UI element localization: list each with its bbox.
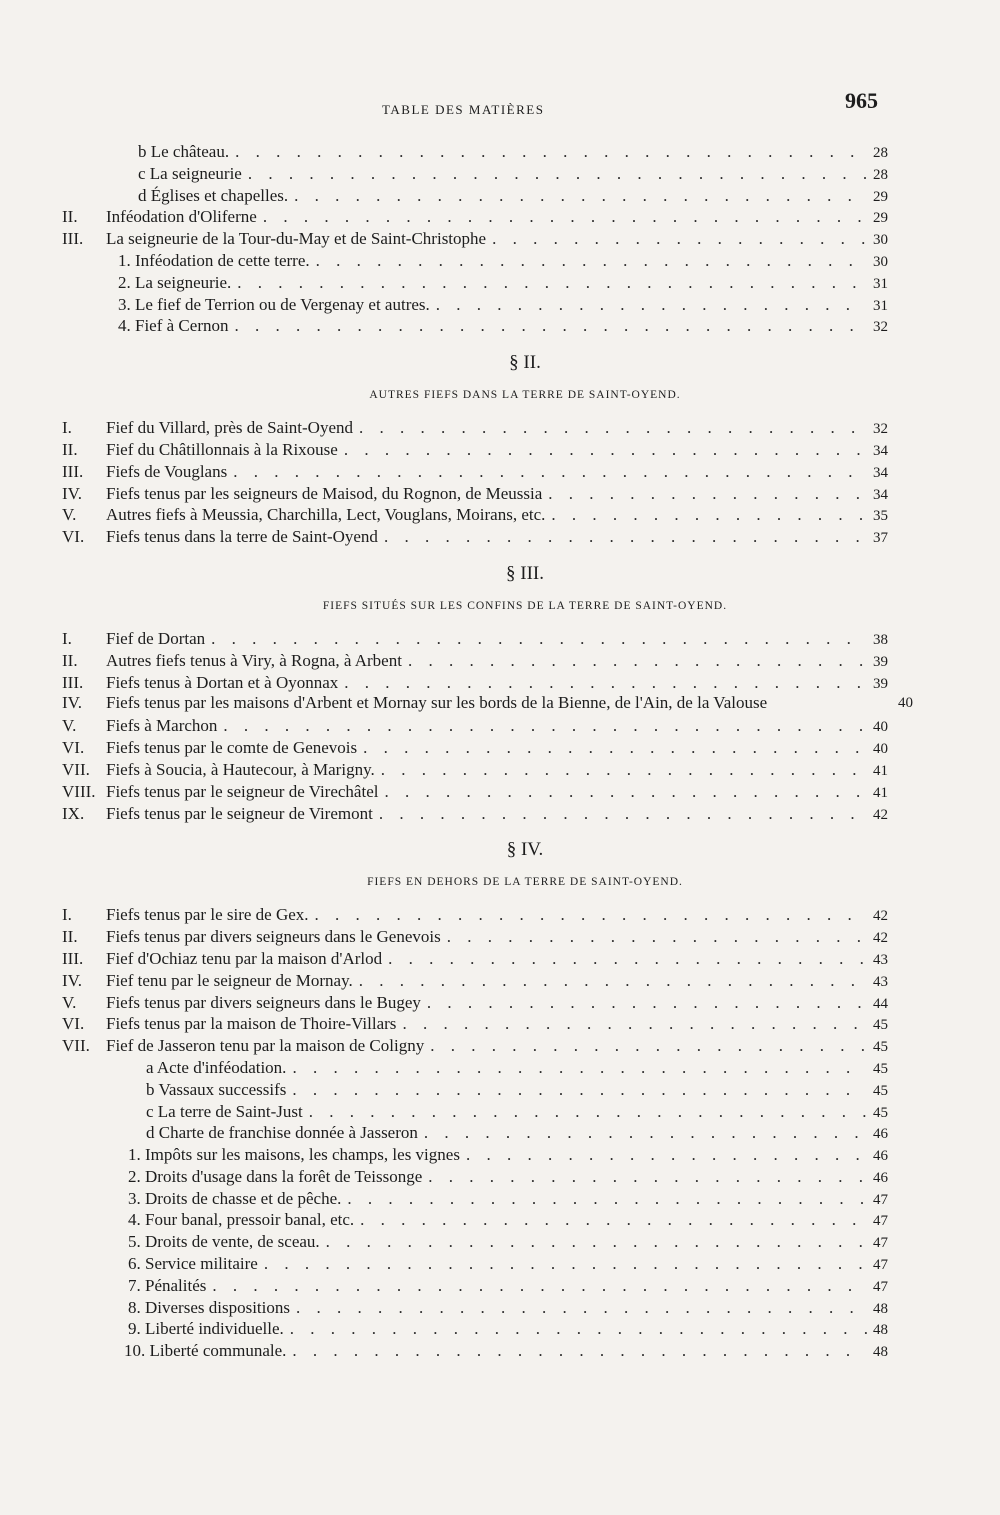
toc-entry xyxy=(0,228,1000,250)
toc-entry xyxy=(0,992,1000,1014)
dot-leader xyxy=(430,1035,867,1057)
entry-numeral: VI. xyxy=(62,527,85,547)
entry-numeral: II. xyxy=(62,207,78,227)
entry-title: 3. Le fief de Terrion ou de Vergenay et autres. xyxy=(118,294,430,314)
entry-title: Fief de Jasseron tenu par la maison de Coligny xyxy=(106,1036,425,1056)
dot-leader xyxy=(234,315,866,337)
entry-page-number: 30 xyxy=(873,232,888,249)
entry-title: Fiefs tenus à Dortan et à Oyonnax xyxy=(106,672,339,692)
toc-entry xyxy=(0,1101,1000,1123)
entry-title: a Acte d'inféodation. xyxy=(146,1057,287,1077)
entry-title: Fief du Châtillonnais à la Rixouse xyxy=(106,439,338,459)
entry-title: b Le château. xyxy=(138,142,230,161)
entry-page-number: 43 xyxy=(873,951,888,968)
toc-entry xyxy=(0,206,1000,228)
entry-page-number: 34 xyxy=(873,442,888,459)
dot-leader xyxy=(424,1122,867,1144)
toc-entry xyxy=(0,250,1000,272)
entry-page-number: 46 xyxy=(873,1148,888,1165)
entry-title: b Vassaux successifs xyxy=(146,1079,287,1099)
entry-numeral: VIII. xyxy=(62,781,96,801)
entry-title: Fiefs tenus par les seigneurs de Maisod, du Rognon, de Meussia xyxy=(106,483,543,503)
dot-leader xyxy=(408,650,867,672)
entry-title: Fiefs tenus par les maisons d'Arbent et Mornay sur les bords de la Bienne, de l'Ain, de la Valouse xyxy=(106,693,768,713)
dot-leader xyxy=(344,672,867,694)
toc-entry xyxy=(0,970,1000,992)
dot-leader xyxy=(384,781,867,803)
dot-leader xyxy=(292,1057,867,1079)
entry-numeral: IV. xyxy=(62,970,82,990)
dot-leader xyxy=(360,1209,867,1231)
dot-leader xyxy=(263,206,867,228)
entry-page-number: 42 xyxy=(873,908,888,925)
entry-title: c La seigneurie xyxy=(138,163,242,183)
entry-title: 2. Droits d'usage dans la forêt de Teissonge xyxy=(128,1166,423,1186)
entry-page-number: 46 xyxy=(873,1126,888,1143)
toc-entry xyxy=(0,628,1000,650)
entry-title: 9. Liberté individuelle. xyxy=(128,1319,284,1339)
entry-numeral: IV. xyxy=(62,483,82,503)
entry-page-number: 40 xyxy=(898,695,913,712)
entry-numeral: II. xyxy=(62,927,78,947)
entry-page-number: 34 xyxy=(873,464,888,481)
page-header xyxy=(0,84,1000,124)
entry-page-number: 41 xyxy=(873,762,888,779)
page-number: 965 xyxy=(845,88,878,113)
entry-numeral: I. xyxy=(62,628,72,648)
table-of-contents xyxy=(0,141,1000,1362)
dot-leader xyxy=(292,1340,867,1362)
toc-entry xyxy=(0,185,1000,207)
entry-title: Fiefs tenus dans la terre de Saint-Oyend xyxy=(106,527,378,547)
dot-leader xyxy=(447,926,867,948)
entry-numeral: I. xyxy=(62,418,72,438)
toc-entry xyxy=(0,1340,1000,1362)
toc-entry xyxy=(0,904,1000,926)
entry-title: 7. Pénalités xyxy=(128,1275,207,1295)
entry-numeral: III. xyxy=(62,948,84,968)
toc-entry xyxy=(0,1013,1000,1035)
dot-leader xyxy=(235,141,867,163)
entry-title: Fiefs de Vouglans xyxy=(106,461,228,481)
entry-title: 10. Liberté communale. xyxy=(124,1341,287,1361)
dot-leader xyxy=(427,992,867,1014)
dot-leader xyxy=(344,439,867,461)
entry-page-number: 46 xyxy=(873,1169,888,1186)
entry-numeral: IV. xyxy=(62,693,82,713)
entry-page-number: 31 xyxy=(873,275,888,292)
entry-page-number: 42 xyxy=(873,806,888,823)
toc-entry xyxy=(0,1253,1000,1275)
entry-page-number: 38 xyxy=(873,631,888,648)
dot-leader xyxy=(551,504,867,526)
entry-title: 8. Diverses dispositions xyxy=(128,1297,290,1317)
entry-page-number: 47 xyxy=(873,1235,888,1252)
entry-page-number: 28 xyxy=(873,145,888,161)
entry-page-number: 41 xyxy=(873,784,888,801)
entry-title: Fief d'Ochiaz tenu par la maison d'Arlod xyxy=(106,948,383,968)
entry-numeral: V. xyxy=(62,716,77,736)
entry-page-number: 45 xyxy=(873,1017,888,1034)
entry-page-number: 48 xyxy=(873,1344,888,1361)
entry-title: Fief du Villard, près de Saint-Oyend xyxy=(106,418,354,438)
dot-leader xyxy=(379,803,867,825)
entry-title: Autres fiefs tenus à Viry, à Rogna, à Arbent xyxy=(106,650,402,670)
toc-entry xyxy=(0,439,1000,461)
entry-numeral: VI. xyxy=(62,738,85,758)
dot-leader xyxy=(296,1297,867,1319)
entry-numeral: III. xyxy=(62,229,84,249)
toc-entry xyxy=(0,737,1000,759)
toc-entry xyxy=(0,803,1000,825)
entry-numeral: IX. xyxy=(62,803,85,823)
entry-numeral: V. xyxy=(62,992,77,1012)
entry-title: 3. Droits de chasse et de pêche. xyxy=(128,1188,342,1208)
entry-page-number: 32 xyxy=(873,319,888,336)
toc-entry xyxy=(0,948,1000,970)
entry-numeral: I. xyxy=(62,905,72,925)
toc-entry xyxy=(0,1209,1000,1231)
entry-numeral: VII. xyxy=(62,759,90,779)
entry-page-number: 37 xyxy=(873,530,888,547)
toc-entry xyxy=(0,163,1000,185)
entry-numeral: II. xyxy=(62,650,78,670)
section-subtitle: AUTRES FIEFS DANS LA TERRE DE SAINT-OYEND. xyxy=(369,389,681,402)
dot-leader xyxy=(223,715,866,737)
toc-entry xyxy=(0,483,1000,505)
entry-title: 6. Service militaire xyxy=(128,1254,258,1274)
running-title: TABLE DES MATIÈRES xyxy=(382,102,545,117)
toc-entry xyxy=(0,650,1000,672)
entry-title: 1. Inféodation de cette terre. xyxy=(118,250,310,270)
entry-page-number: 34 xyxy=(873,486,888,503)
toc-entry xyxy=(0,1318,1000,1340)
entry-numeral: II. xyxy=(62,439,78,459)
entry-page-number: 44 xyxy=(873,995,888,1012)
entry-numeral: III. xyxy=(62,672,84,692)
entry-numeral: III. xyxy=(62,461,84,481)
toc-entry xyxy=(0,526,1000,548)
entry-page-number: 45 xyxy=(873,1039,888,1056)
entry-title: Fiefs tenus par la maison de Thoire-Villars xyxy=(106,1014,397,1034)
toc-entry xyxy=(0,781,1000,803)
entry-page-number: 45 xyxy=(873,1060,888,1077)
entry-page-number: 35 xyxy=(873,508,888,525)
entry-title: Fiefs tenus par divers seigneurs dans le Genevois xyxy=(106,927,441,947)
entry-page-number: 47 xyxy=(873,1278,888,1295)
toc-entry xyxy=(0,1122,1000,1144)
entry-title: c La terre de Saint-Just xyxy=(146,1101,303,1121)
dot-leader xyxy=(233,461,866,483)
entry-page-number: 28 xyxy=(873,166,888,183)
dot-leader xyxy=(316,250,867,272)
section-subtitle: FIEFS SITUÉS SUR LES CONFINS DE LA TERRE DE SAINT-OYEND. xyxy=(322,599,728,612)
entry-title: Fiefs à Marchon xyxy=(106,716,218,736)
entry-page-number: 48 xyxy=(873,1300,888,1317)
toc-entry xyxy=(0,693,1000,715)
entry-title: Fiefs tenus par le seigneur de Viremont xyxy=(106,803,373,823)
toc-entry xyxy=(0,504,1000,526)
entry-title: Fiefs tenus par divers seigneurs dans le Bugey xyxy=(106,992,421,1012)
entry-page-number: 29 xyxy=(873,188,888,205)
entry-title: Fief tenu par le seigneur de Mornay. xyxy=(106,970,353,990)
dot-leader xyxy=(428,1166,867,1188)
dot-leader xyxy=(237,272,866,294)
dot-leader xyxy=(264,1253,867,1275)
entry-page-number: 40 xyxy=(873,741,888,758)
dot-leader xyxy=(436,294,867,316)
entry-numeral: VI. xyxy=(62,1014,85,1034)
toc-entry xyxy=(0,672,1000,694)
entry-page-number: 45 xyxy=(873,1082,888,1099)
entry-page-number: 29 xyxy=(873,210,888,227)
entry-page-number: 47 xyxy=(873,1213,888,1230)
toc-entry xyxy=(0,1057,1000,1079)
entry-title: 4. Fief à Cernon xyxy=(118,316,229,336)
dot-leader xyxy=(326,1231,867,1253)
entry-title: Fief de Dortan xyxy=(106,628,206,648)
dot-leader xyxy=(492,228,867,250)
entry-page-number: 48 xyxy=(873,1322,888,1339)
toc-entry xyxy=(0,272,1000,294)
entry-title: Autres fiefs à Meussia, Charchilla, Lect, Vouglans, Moirans, etc. xyxy=(106,505,546,525)
dot-leader xyxy=(359,970,867,992)
entry-page-number: 42 xyxy=(873,930,888,947)
section-heading: § III. xyxy=(506,562,544,584)
entry-title: La seigneurie de la Tour-du-May et de Saint-Christophe xyxy=(106,229,487,249)
entry-page-number: 31 xyxy=(873,297,888,314)
dot-leader xyxy=(294,185,867,207)
toc-entry xyxy=(0,1275,1000,1297)
entry-page-number: 39 xyxy=(873,675,888,692)
dot-leader xyxy=(359,417,867,439)
entry-page-number: 47 xyxy=(873,1191,888,1208)
section-subtitle: FIEFS EN DEHORS DE LA TERRE DE SAINT-OYEND. xyxy=(367,876,683,889)
entry-title: 2. La seigneurie. xyxy=(118,272,232,292)
dot-leader xyxy=(384,526,867,548)
toc-entry xyxy=(0,141,1000,163)
entry-numeral: V. xyxy=(62,505,77,525)
toc-entry xyxy=(0,1035,1000,1057)
toc-entry xyxy=(0,1166,1000,1188)
entry-title: Fiefs tenus par le sire de Gex. xyxy=(106,905,309,925)
dot-leader xyxy=(292,1079,867,1101)
section-heading: § II. xyxy=(509,352,541,374)
dot-leader xyxy=(548,483,867,505)
entry-page-number: 30 xyxy=(873,253,888,270)
entry-title: Fiefs à Soucia, à Hautecour, à Marigny. xyxy=(106,759,375,779)
toc-entry xyxy=(0,315,1000,337)
toc-entry xyxy=(0,1231,1000,1253)
dot-leader xyxy=(466,1144,867,1166)
dot-leader xyxy=(363,737,867,759)
entry-page-number: 32 xyxy=(873,421,888,438)
entry-page-number: 47 xyxy=(873,1257,888,1274)
entry-title: Inféodation d'Oliferne xyxy=(106,207,257,227)
toc-entry xyxy=(0,1144,1000,1166)
entry-title: 1. Impôts sur les maisons, les champs, les vignes xyxy=(128,1145,460,1165)
dot-leader xyxy=(402,1013,867,1035)
dot-leader xyxy=(290,1318,867,1340)
toc-entry xyxy=(0,715,1000,737)
toc-entry xyxy=(0,417,1000,439)
toc-entry xyxy=(0,759,1000,781)
dot-leader xyxy=(309,1101,867,1123)
dot-leader xyxy=(248,163,867,185)
entry-page-number: 39 xyxy=(873,653,888,670)
entry-page-number: 43 xyxy=(873,973,888,990)
entry-title: 4. Four banal, pressoir banal, etc. xyxy=(128,1210,355,1230)
toc-entry xyxy=(0,294,1000,316)
dot-leader xyxy=(211,628,866,650)
toc-entry xyxy=(0,461,1000,483)
entry-page-number: 40 xyxy=(873,719,888,736)
section-heading: § IV. xyxy=(506,839,544,861)
toc-entry xyxy=(0,926,1000,948)
dot-leader xyxy=(388,948,867,970)
toc-entry xyxy=(0,1188,1000,1210)
toc-entry xyxy=(0,1297,1000,1319)
entry-numeral: VII. xyxy=(62,1036,90,1056)
dot-leader xyxy=(347,1188,867,1210)
entry-title: Fiefs tenus par le comte de Genevois xyxy=(106,738,358,758)
entry-title: 5. Droits de vente, de sceau. xyxy=(128,1232,320,1252)
dot-leader xyxy=(315,904,867,926)
entry-title: Fiefs tenus par le seigneur de Virechâtel xyxy=(106,781,379,801)
toc-entry xyxy=(0,1079,1000,1101)
entry-page-number: 45 xyxy=(873,1104,888,1121)
dot-leader xyxy=(212,1275,866,1297)
entry-title: d Charte de franchise donnée à Jasseron xyxy=(146,1123,418,1143)
entry-title: d Églises et chapelles. xyxy=(138,185,289,205)
dot-leader xyxy=(381,759,867,781)
